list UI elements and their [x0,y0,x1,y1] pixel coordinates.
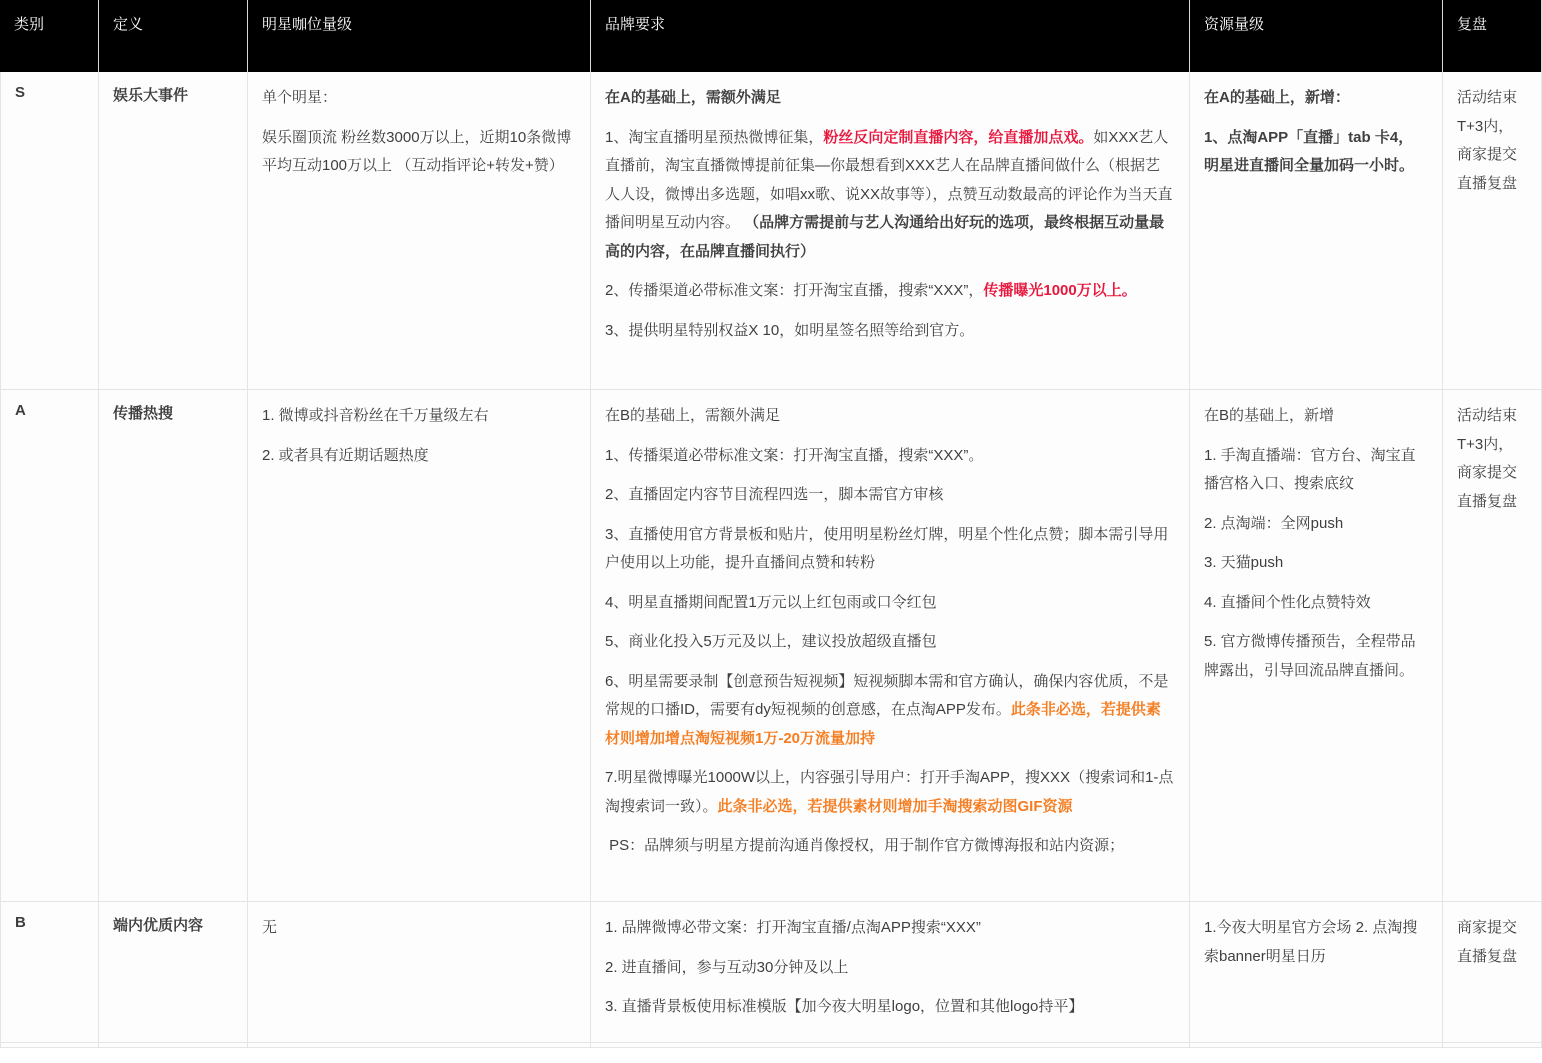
cell-definition: 端内优质内容 [99,902,248,1042]
header-brand-requirements: 品牌要求 [591,0,1190,72]
cell-category: S [0,72,99,389]
cell-resources: 在B的基础上，新增 1. 手淘直播端：官方台、淘宝直播宫格入口、搜索底纹 2. 点淘端：全网push 3. 天猫push 4. 直播间个性化点赞特效 5. 官方微博传播预告，全程带品牌露出，引导回流品牌直播间。 [1190,390,1443,901]
table-row-empty [0,1043,1542,1048]
cell-definition: 娱乐大事件 [99,72,248,389]
cell-brand-requirements: 在A的基础上，需额外满足 1、淘宝直播明星预热微博征集，粉丝反向定制直播内容，给直播加点戏。如XXX艺人直播前，淘宝直播微博提前征集—你最想看到XXX艺人在品牌直播间做什么（根据艺人人设，微博出多选题，如唱xx歌、说XX故事等），点赞互动数最高的评论作为当天直播间明星互动内容。 （品牌方需提前与艺人沟通给出好玩的选项，最终根据互动量最高的内容，在品牌直播间执行） 2、传播渠道必带标准文案：打开淘宝直播，搜索“XXX”，传播曝光1000万以上。 3、提供明星特别权益X 10，如明星签名照等给到官方。 [591,72,1190,389]
cell-definition: 传播热搜 [99,390,248,901]
cell-star-level: 1. 微博或抖音粉丝在千万量级左右 2. 或者具有近期话题热度 [248,390,591,901]
table-row-a [0,390,1542,902]
table-row-s [0,72,1542,390]
cell-brand-requirements: 1. 品牌微博必带文案：打开淘宝直播/点淘APP搜索“XXX” 2. 进直播间，参与互动30分钟及以上 3. 直播背景板使用标准模版【加今夜大明星logo，位置和其他logo持平】 [591,902,1190,1042]
table-row-b [0,902,1542,1043]
table-header-row [0,0,1542,72]
cell-review: 活动结束T+3内，商家提交直播复盘 [1443,390,1542,901]
header-star-level: 明星咖位量级 [248,0,591,72]
cell-star-level: 单个明星： 娱乐圈顶流 粉丝数3000万以上，近期10条微博平均互动100万以上 （互动指评论+转发+赞） [248,72,591,389]
header-definition: 定义 [99,0,248,72]
cell-review: 商家提交直播复盘 [1443,902,1542,1042]
header-resources: 资源量级 [1190,0,1443,72]
header-category: 类别 [0,0,99,72]
cell-brand-requirements: 在B的基础上，需额外满足 1、传播渠道必带标准文案：打开淘宝直播，搜索“XXX”。 2、直播固定内容节目流程四选一，脚本需官方审核 3、直播使用官方背景板和贴片，使用明星粉丝灯牌，明星个性化点赞；脚本需引导用户使用以上功能，提升直播间点赞和转粉 4、明星直播期间配置1万元以上红包雨或口令红包 5、商业化投入5万元及以上，建议投放超级直播包 6、明星需要录制【创意预告短视频】短视频脚本需和官方确认，确保内容优质，不是常规的口播ID，需要有dy短视频的创意感，在点淘APP发布。此条非必选，若提供素材则增加增点淘短视频1万-20万流量加持 7.明星微博曝光1000W以上，内容强引导用户：打开手淘APP，搜XXX（搜索词和1-点淘搜索词一致）。此条非必选，若提供素材则增加手淘搜索动图GIF资源 PS：品牌须与明星方提前沟通肖像授权，用于制作官方微博海报和站内资源； [591,390,1190,901]
cell-resources: 在A的基础上，新增： 1、点淘APP「直播」tab 卡4，明星进直播间全量加码一小时。 [1190,72,1443,389]
cell-star-level: 无 [248,902,591,1042]
cell-resources: 1.今夜大明星官方会场 2. 点淘搜索banner明星日历 [1190,902,1443,1042]
cell-review: 活动结束T+3内，商家提交直播复盘 [1443,72,1542,389]
header-review: 复盘 [1443,0,1542,72]
cell-category: B [0,902,99,1042]
cell-category: A [0,390,99,901]
